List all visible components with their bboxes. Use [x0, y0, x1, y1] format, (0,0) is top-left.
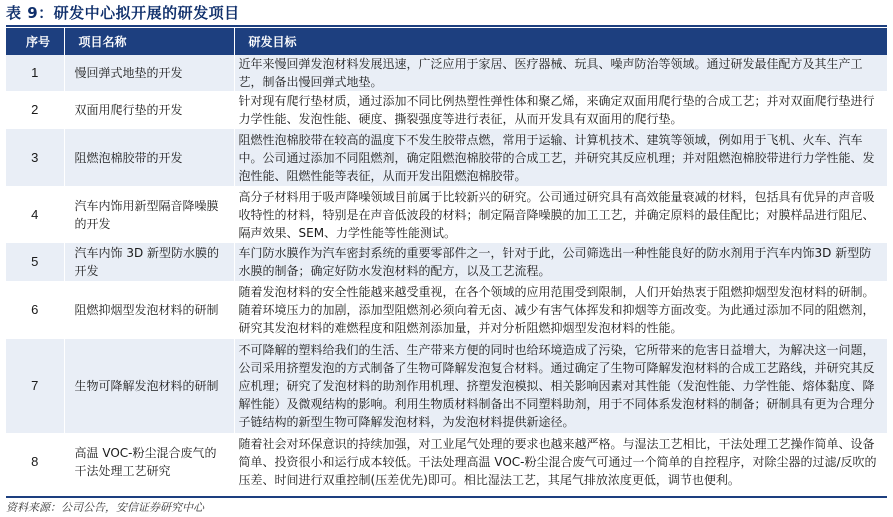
row-no: 8: [6, 433, 64, 491]
bottom-rule: [6, 496, 887, 498]
table-row: [6, 186, 887, 243]
table-title: 表 9：研发中心拟开展的研发项目: [6, 4, 240, 22]
top-rule: [6, 25, 887, 27]
row-name: 生物可降解发泡材料的研制: [64, 339, 234, 433]
row-name: 阻燃泡棉胶带的开发: [64, 129, 234, 186]
header-name: 项目名称: [64, 28, 234, 55]
row-goal: 随着社会对环保意识的持续加强，对工业尾气处理的要求也越来越严格。与湿法工艺相比，干法处理工艺操作简单、设备简单、投资很小和运行成本较低。干法处理高温 VOC-粉尘混合废气可通过一个简单的自控程序，对除尘器的过滤/反吹的压差、时间进行双重控制(压差优先)即可。相比湿法工艺，其尾气排放浓度更低，调节也便利。: [234, 433, 887, 491]
table-row: [6, 281, 887, 339]
table-row: [6, 91, 887, 129]
table-header-row: [6, 28, 887, 55]
source-note: 资料来源：公司公告，安信证券研究中心: [6, 501, 204, 514]
row-name: 慢回弹式地垫的开发: [64, 55, 234, 91]
row-name: 高温 VOC-粉尘混合废气的干法处理工艺研究: [64, 433, 234, 491]
header-goal: 研发目标: [234, 28, 887, 55]
row-no: 4: [6, 186, 64, 243]
row-no: 1: [6, 55, 64, 91]
table-row: [6, 433, 887, 491]
row-no: 3: [6, 129, 64, 186]
row-goal: 针对现有爬行垫材质，通过添加不同比例热塑性弹性体和聚乙烯，来确定双面用爬行垫的合成工艺；并对双面爬行垫进行力学性能、发泡性能、硬度、撕裂强度等进行表征，从而开发具有双面用的爬行垫。: [234, 91, 887, 129]
table-row: [6, 243, 887, 281]
row-goal: 近年来慢回弹发泡材料发展迅速，广泛应用于家居、医疗器械、玩具、噪声防治等领域。通过研发最佳配方及其生产工艺，制备出慢回弹式地垫。: [234, 55, 887, 91]
row-goal: 车门防水膜作为汽车密封系统的重要零部件之一，针对于此，公司筛选出一种性能良好的防水剂用于汽车内饰3D 新型防水膜的制备；确定好防水发泡材料的配方，以及工艺流程。: [234, 243, 887, 281]
table-row: [6, 55, 887, 91]
row-goal: 阻燃性泡棉胶带在较高的温度下不发生胶带点燃，常用于运输、计算机技术、建筑等领域，例如用于飞机、火车、汽车中。公司通过添加不同阻燃剂，确定阻燃泡棉胶带的合成工艺，并研究其反应机理；并对阻燃泡棉胶带进行力学性能、发泡性能、阻燃性能等表征，从而开发出阻燃泡棉胶带。: [234, 129, 887, 186]
row-no: 2: [6, 91, 64, 129]
table-row: [6, 339, 887, 433]
table-row: [6, 129, 887, 186]
row-name: 双面用爬行垫的开发: [64, 91, 234, 129]
row-no: 7: [6, 339, 64, 433]
row-name: 汽车内饰 3D 新型防水膜的开发: [64, 243, 234, 281]
row-no: 5: [6, 243, 64, 281]
rd-projects-table: [6, 28, 887, 491]
row-goal: 随着发泡材料的安全性能越来越受重视，在各个领域的应用范围受到限制，人们开始热衷于阻燃抑烟型发泡材料的研制。随着环境压力的加剧，添加型阻燃剂必须向着无卤、减少有害气体挥发和抑烟等方面改变。为此通过添加不同的阻燃剂，研究其发泡材料的难燃程度和阻燃剂添加量，并对分析阻燃抑烟型发泡材料的性能。: [234, 281, 887, 339]
row-goal: 高分子材料用于吸声降噪领域目前属于比较新兴的研究。公司通过研究具有高效能量衰减的材料，包括具有优异的声音吸收特性的材料，特别是在声音低波段的材料；制定隔音降噪膜的加工工艺，并确定原料的最佳配比；对膜样品进行阻尼、隔声效果、SEM、力学性能等性能测试。: [234, 186, 887, 243]
row-no: 6: [6, 281, 64, 339]
row-goal: 不可降解的塑料给我们的生活、生产带来方便的同时也给环境造成了污染，它所带来的危害日益增大，为解决这一问题，公司采用挤塑发泡的方式制备了生物可降解发泡复合材料。通过确定了生物可降解发泡材料的合成工艺路线，并研究其反应机理；研究了发泡材料的助剂作用机理、挤塑发泡模拟、相关影响因素对其性能（发泡性能、力学性能、熔体黏度、降解性能）及微观结构的影响。利用生物质材料制备出不同塑料助剂，用于不同体系发泡材料的制备；研制具有更为合理分子链结构的新型生物可降解发泡材料，为发泡材料提供新途径。: [234, 339, 887, 433]
row-name: 阻燃抑烟型发泡材料的研制: [64, 281, 234, 339]
row-name: 汽车内饰用新型隔音降噪膜的开发: [64, 186, 234, 243]
header-no: 序号: [6, 28, 64, 55]
